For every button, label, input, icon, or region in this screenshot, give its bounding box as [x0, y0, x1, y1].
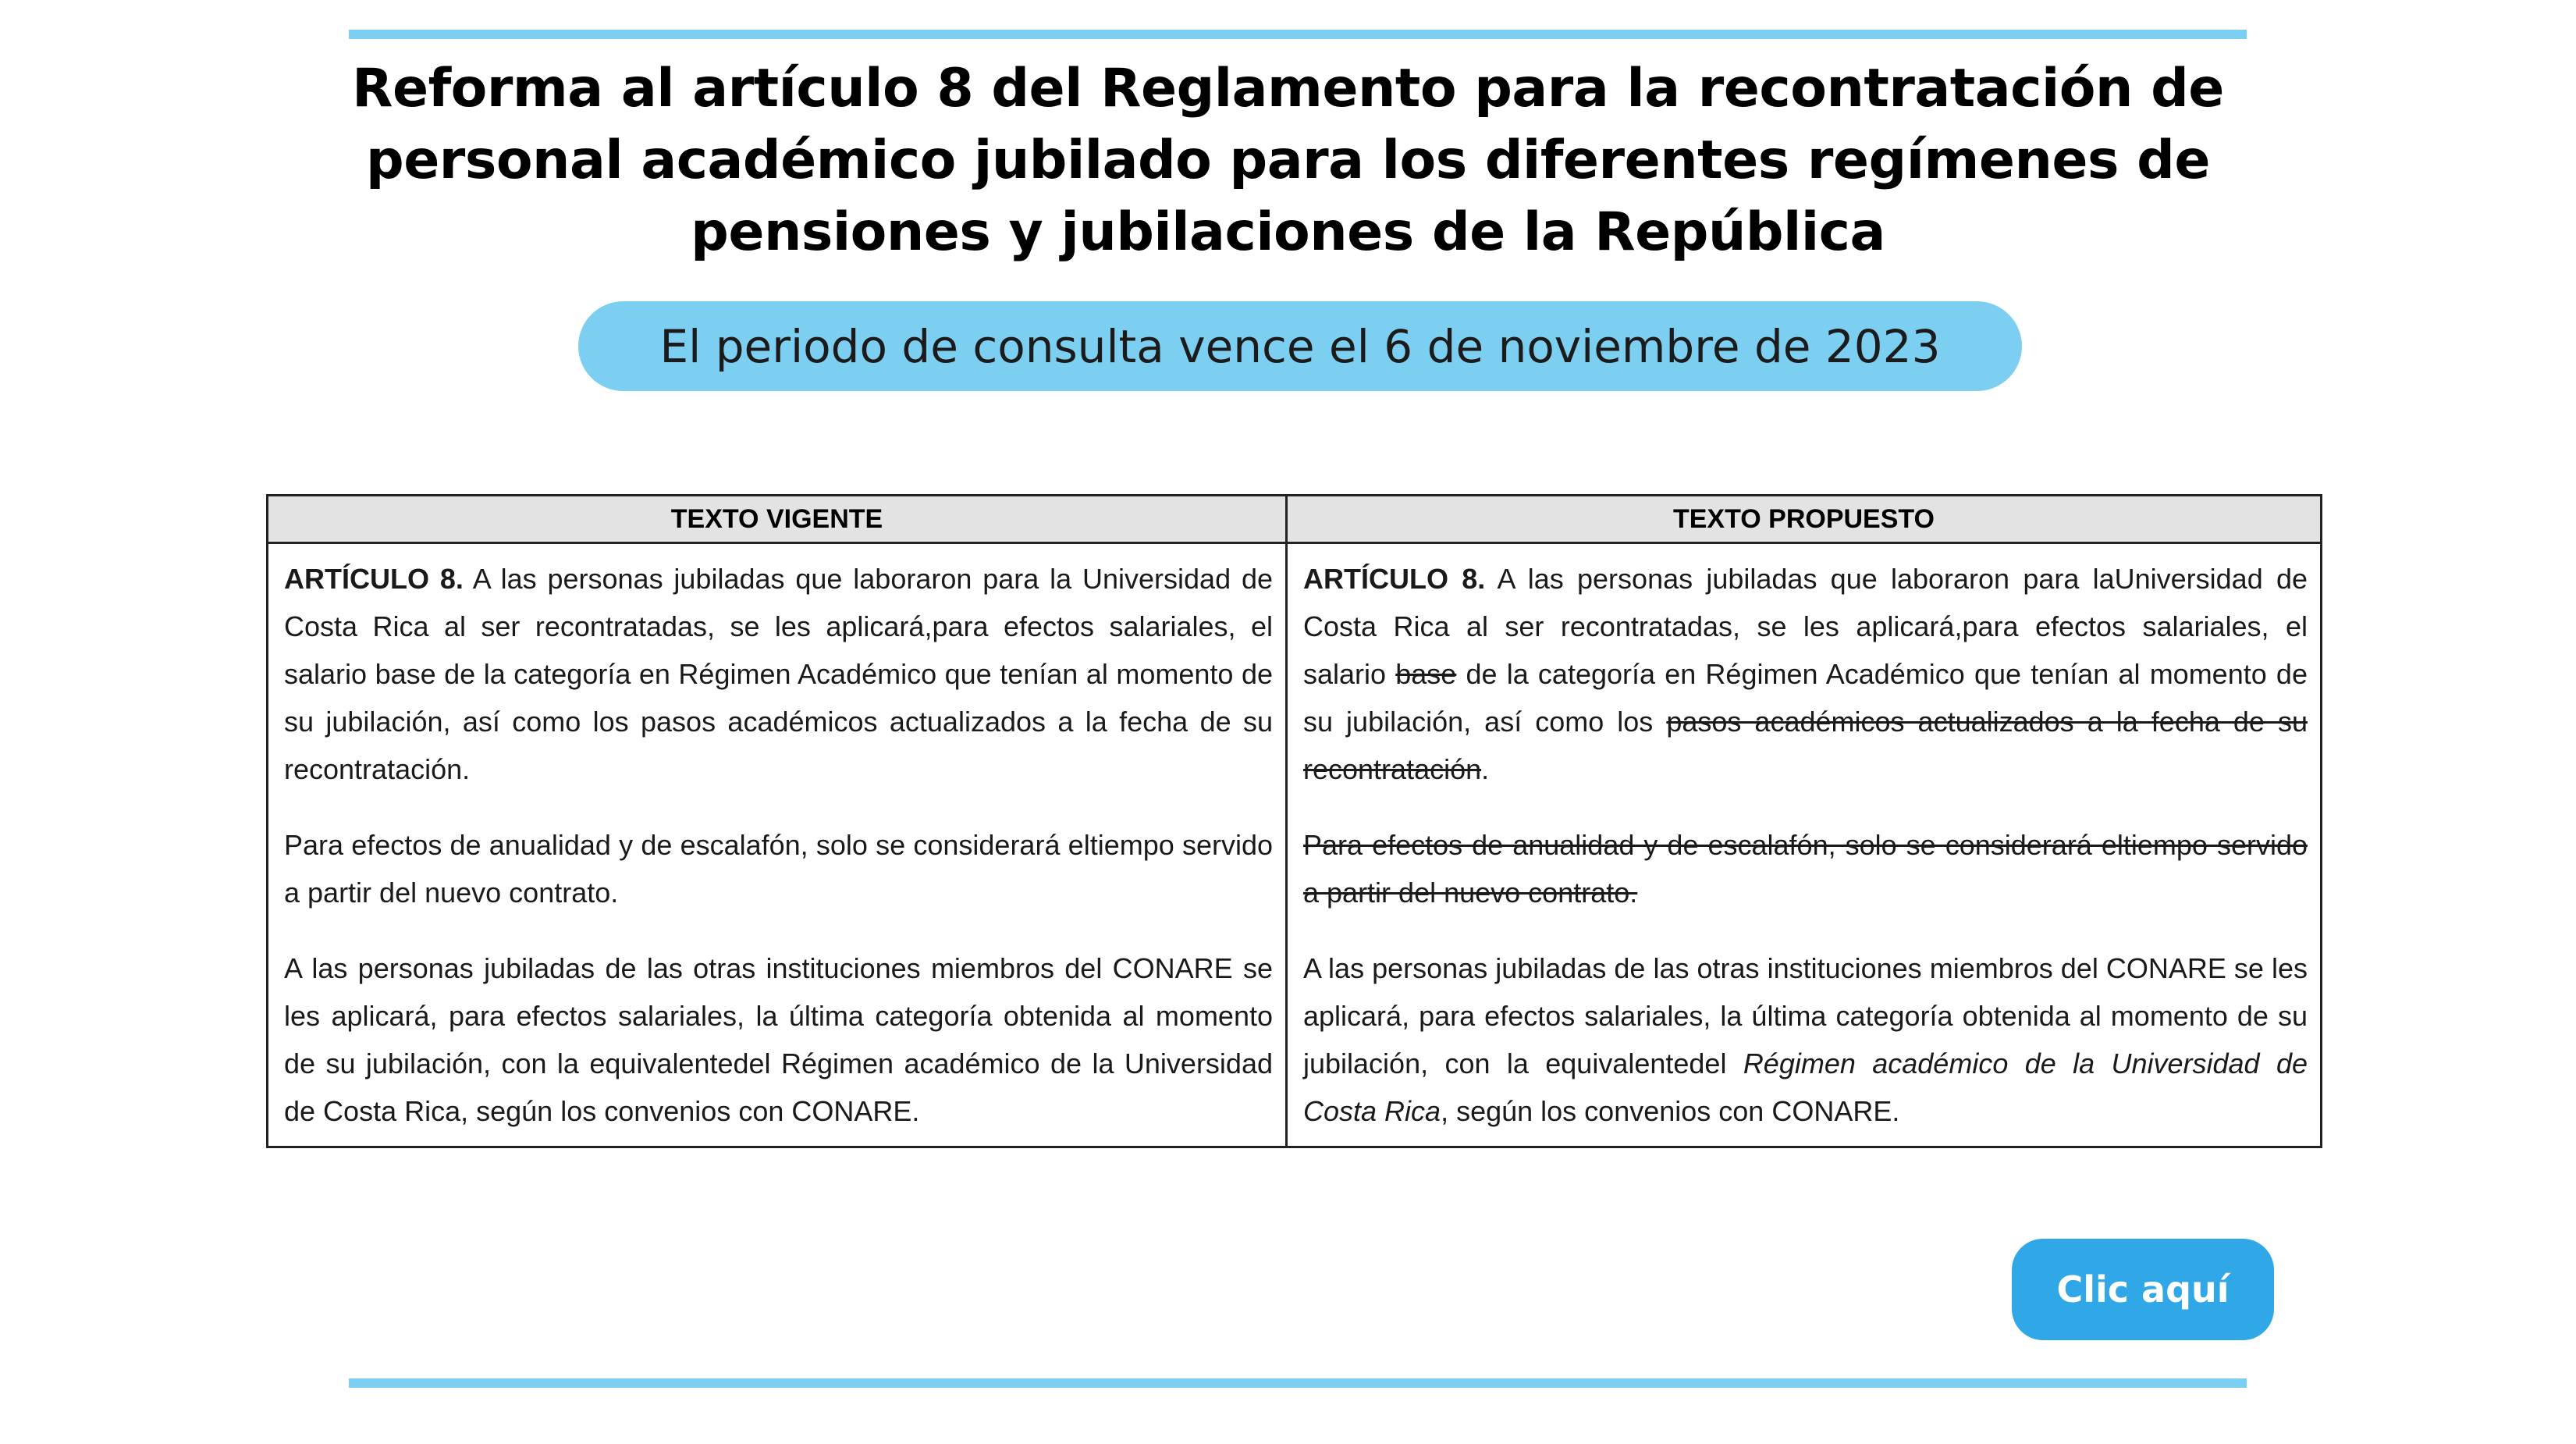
propuesto-article-label: ARTÍCULO 8.: [1303, 563, 1486, 595]
cell-texto-vigente: [268, 543, 1287, 1147]
deadline-text: El periodo de consulta vence el 6 de noviembre de 2023: [659, 319, 1941, 373]
header-texto-propuesto: TEXTO PROPUESTO: [1287, 496, 2322, 543]
propuesto-paragraph-1-text-a: A las personas jubiladas que laboraron para laUniversidad de Costa Rica al ser recontratadas, se les aplicará,para efectos salariales, el salario: [1303, 563, 2308, 690]
vigente-paragraph-2: Para efectos de anualidad y de escalafón, solo se considerará eltiempo servido a partir del nuevo contrato.: [284, 829, 1273, 909]
table-row: [268, 543, 2322, 1147]
title-line-2: personal académico jubilado para los diferentes regímenes de: [366, 130, 2210, 191]
vigente-paragraph-1-text: A las personas jubiladas que laboraron para la Universidad de Costa Rica al ser recontratadas, se les aplicará,para efectos salariales, el salario base de la categoría en Régimen Académico que tenían al momento de su jubilación, así como los pasos académicos actualizados a la fecha de su recontratación.: [284, 563, 1273, 785]
vigente-paragraph-3: A las personas jubiladas de las otras instituciones miembros del CONARE se les aplicará, para efectos salariales, la última categoría obtenida al momento de su jubilación, con la equivalentedel Régimen académico de la Universidad de Costa Rica, según los convenios con CONARE.: [284, 952, 1273, 1127]
cell-texto-propuesto: [1287, 543, 2322, 1147]
propuesto-deleted-base: base: [1395, 658, 1457, 690]
vigente-paragraph-1: [284, 555, 1273, 793]
propuesto-paragraph-1-text-b: de la categoría en Régimen Académico que tenían al momento de su jubilación, así como los: [1303, 658, 2308, 738]
propuesto-paragraph-1: [1303, 555, 2308, 793]
title-line-3: pensiones y jubilaciones de la República: [691, 201, 1885, 263]
clic-aqui-button[interactable]: Clic aquí: [2012, 1239, 2274, 1340]
comparison-table: [266, 494, 2322, 1148]
header-texto-vigente: TEXTO VIGENTE: [268, 496, 1287, 543]
propuesto-deleted-pasos: pasos académicos actualizados a la fecha de su recontratación: [1303, 706, 2308, 785]
deadline-banner: [578, 301, 2022, 391]
table-header-row: [268, 496, 2322, 543]
propuesto-paragraph-1-text-c: .: [1481, 753, 1490, 785]
propuesto-paragraph-2: [1303, 821, 2308, 916]
propuesto-paragraph-3: [1303, 944, 2308, 1135]
propuesto-paragraph-3-text-a: A las personas jubiladas de las otras instituciones miembros del CONARE se les aplicará, para efectos salariales, la última categoría obtenida al momento de su jubilación, con la equivalentedel: [1303, 952, 2308, 1079]
propuesto-italic-regimen: Régimen académico de la Universidad de Costa Rica: [1303, 1047, 2308, 1127]
bottom-divider: [349, 1378, 2247, 1388]
vigente-article-label: ARTÍCULO 8.: [284, 563, 464, 595]
propuesto-deleted-paragraph-2: Para efectos de anualidad y de escalafón, solo se considerará eltiempo servido a partir del nuevo contrato.: [1303, 829, 2308, 909]
propuesto-paragraph-3-text-b: , según los convenios con CONARE.: [1441, 1095, 1900, 1127]
top-divider: [349, 30, 2247, 39]
page-title: [234, 53, 2342, 269]
title-line-1: Reforma al artículo 8 del Reglamento para la recontratación de: [352, 58, 2224, 119]
